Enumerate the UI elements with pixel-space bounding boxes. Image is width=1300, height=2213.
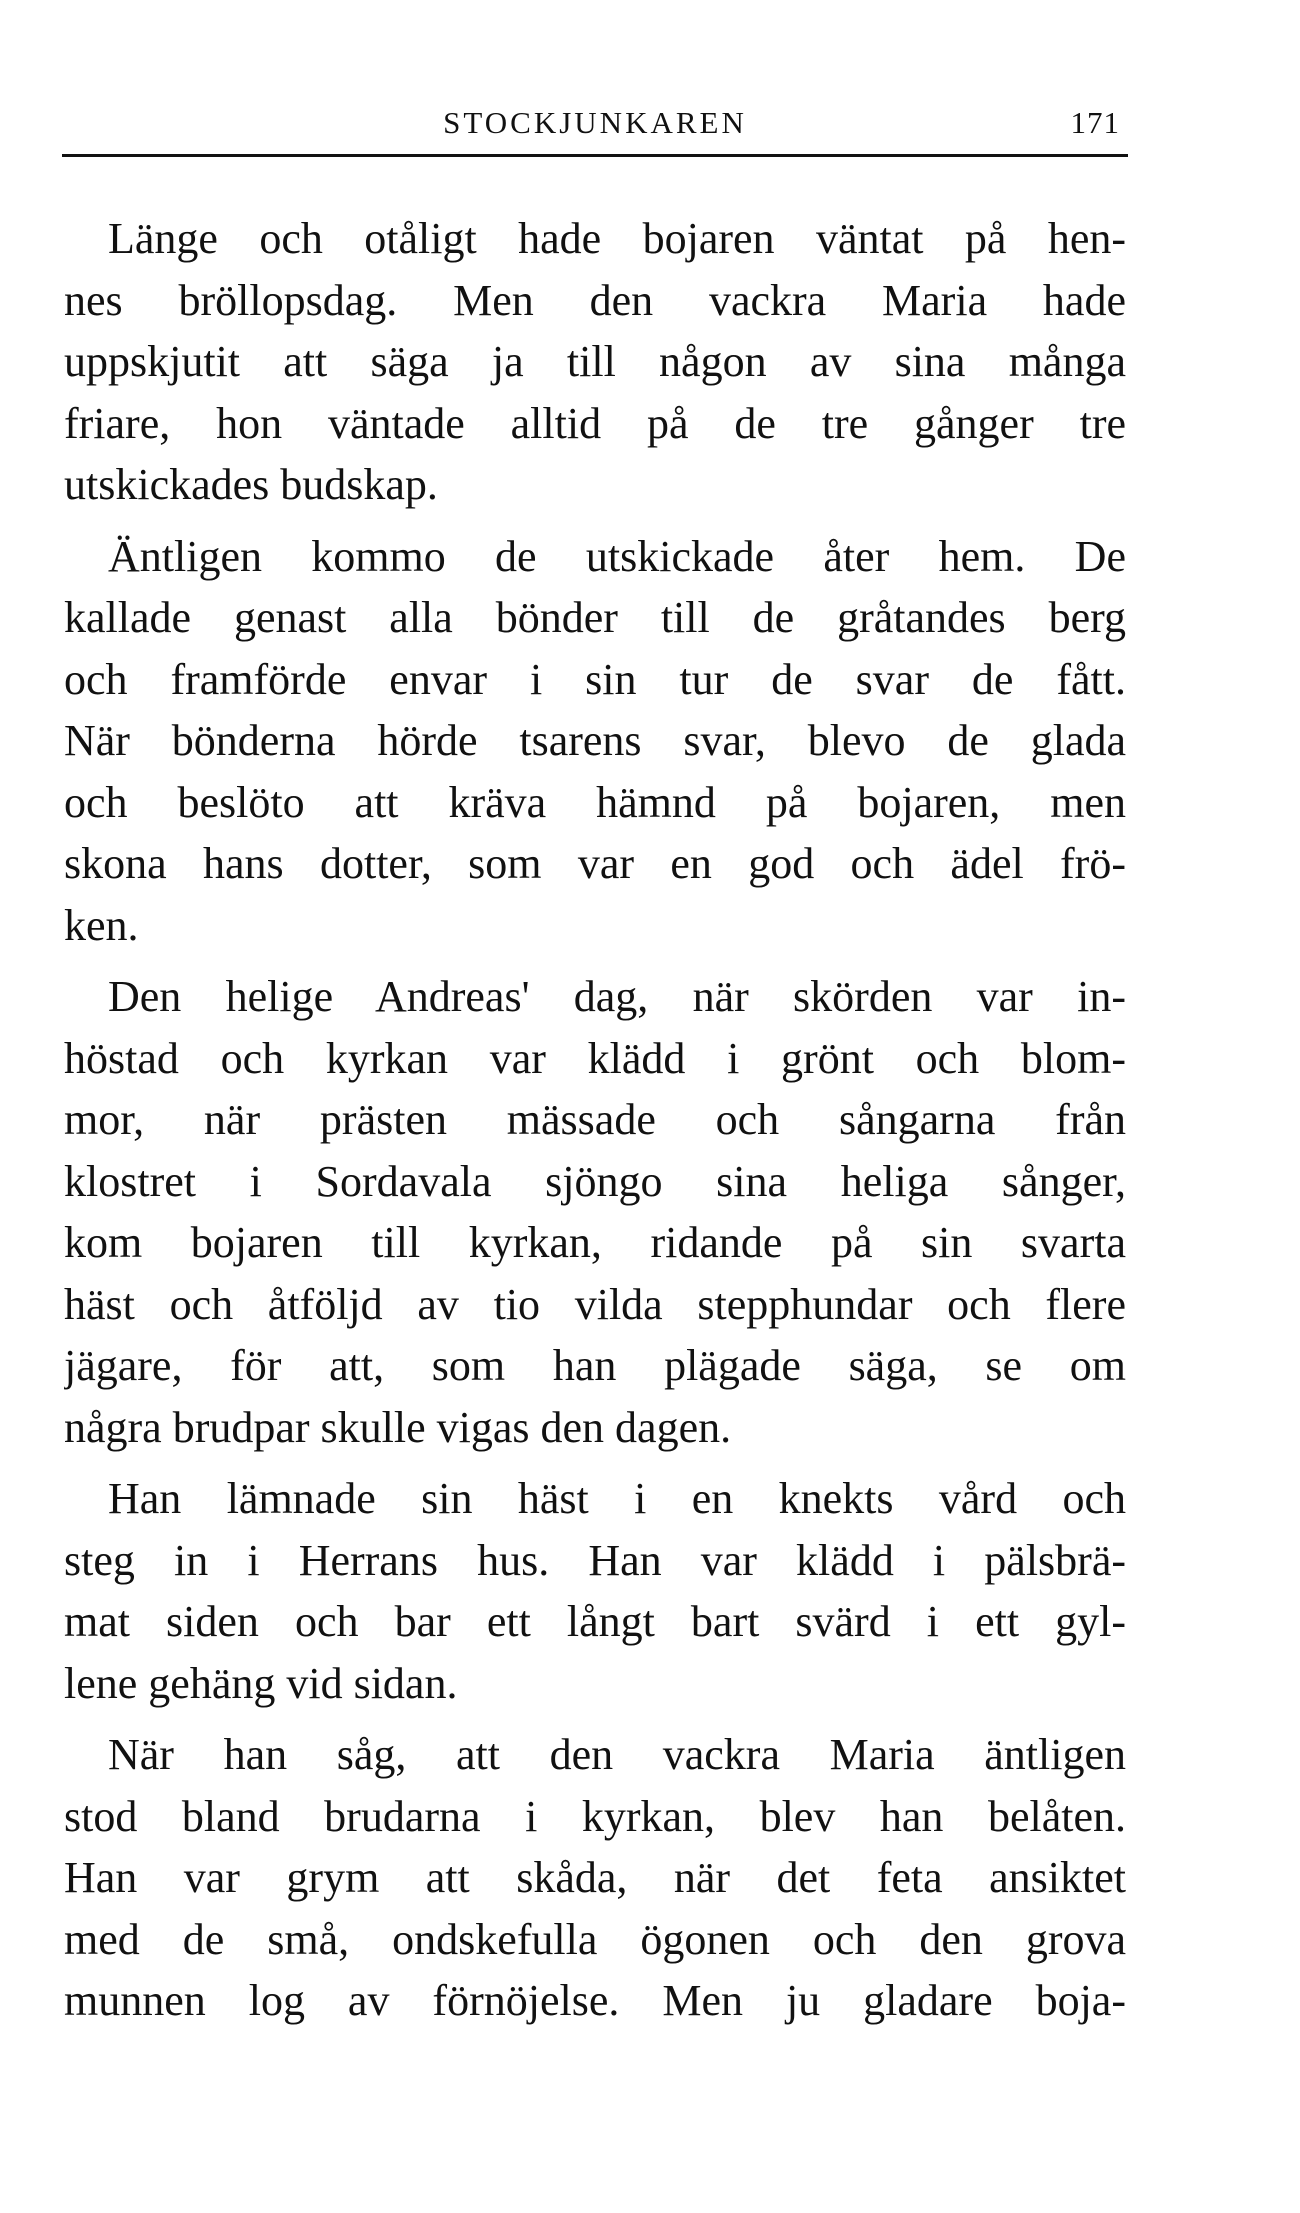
text-line: mor, när prästen mässade och sångarna från — [64, 1095, 1126, 1144]
text-line: kallade genast alla bönder till de gråtandes berg — [64, 593, 1126, 642]
text-line: steg in i Herrans hus. Han var klädd i pälsbrä- — [64, 1535, 1126, 1585]
text-line: stod bland brudarna i kyrkan, blev han belåten. — [64, 1791, 1126, 1841]
text-line: och beslöto att kräva hämnd på bojaren, men — [64, 777, 1126, 827]
text-line: och framförde envar i sin tur de svar de fått. — [64, 654, 1126, 704]
text-line: uppskjutit att säga ja till någon av sina många — [64, 337, 1126, 386]
text-line: När han såg, att den vackra Maria äntligen — [108, 1730, 1126, 1779]
text-line: några brudpar skulle vigas den dagen. — [64, 1402, 732, 1452]
running-title: STOCKJUNKAREN — [443, 105, 747, 140]
body-text — [64, 208, 1126, 2032]
text-line: Äntligen kommo de utskickade åter hem. De — [108, 531, 1126, 581]
paragraph-5 — [64, 1724, 1126, 2032]
page-number: 171 — [1070, 105, 1120, 140]
text-line: Han lämnade sin häst i en knekts vård och — [108, 1474, 1126, 1523]
paragraph-1 — [64, 208, 1126, 516]
text-line: klostret i Sordavala sjöngo sina heliga sånger, — [64, 1156, 1126, 1206]
header-rule — [62, 154, 1128, 157]
text-line: När bönderna hörde tsarens svar, blevo de glada — [64, 716, 1126, 765]
text-line: höstad och kyrkan var klädd i grönt och blom- — [64, 1033, 1126, 1083]
text-line: häst och åtföljd av tio vilda stepphundar och flere — [64, 1279, 1126, 1329]
running-head — [64, 103, 1126, 153]
paragraph-2 — [64, 526, 1126, 957]
text-line: ken. — [64, 900, 139, 950]
text-line: utskickades budskap. — [64, 460, 438, 509]
text-line: friare, hon väntade alltid på de tre gånger tre — [64, 398, 1126, 448]
paragraph-4 — [64, 1468, 1126, 1714]
paragraph-3 — [64, 966, 1126, 1458]
text-line: kom bojaren till kyrkan, ridande på sin svarta — [64, 1218, 1126, 1267]
text-line: mat siden och bar ett långt bart svärd i ett gyl- — [64, 1597, 1126, 1646]
text-line: munnen log av förnöjelse. Men ju gladare boja- — [64, 1976, 1126, 2025]
text-line: skona hans dotter, som var en god och ädel frö- — [64, 839, 1126, 888]
text-line: jägare, för att, som han plägade säga, se om — [64, 1341, 1126, 1390]
text-line: med de små, ondskefulla ögonen och den grova — [64, 1914, 1126, 1964]
text-line: nes bröllopsdag. Men den vackra Maria hade — [64, 275, 1126, 325]
text-line: Den helige Andreas' dag, när skörden var in- — [108, 972, 1126, 1021]
text-line: Länge och otåligt hade bojaren väntat på hen- — [108, 214, 1126, 263]
text-line: Han var grym att skåda, när det feta ansiktet — [64, 1853, 1126, 1902]
text-line: lene gehäng vid sidan. — [64, 1658, 458, 1708]
